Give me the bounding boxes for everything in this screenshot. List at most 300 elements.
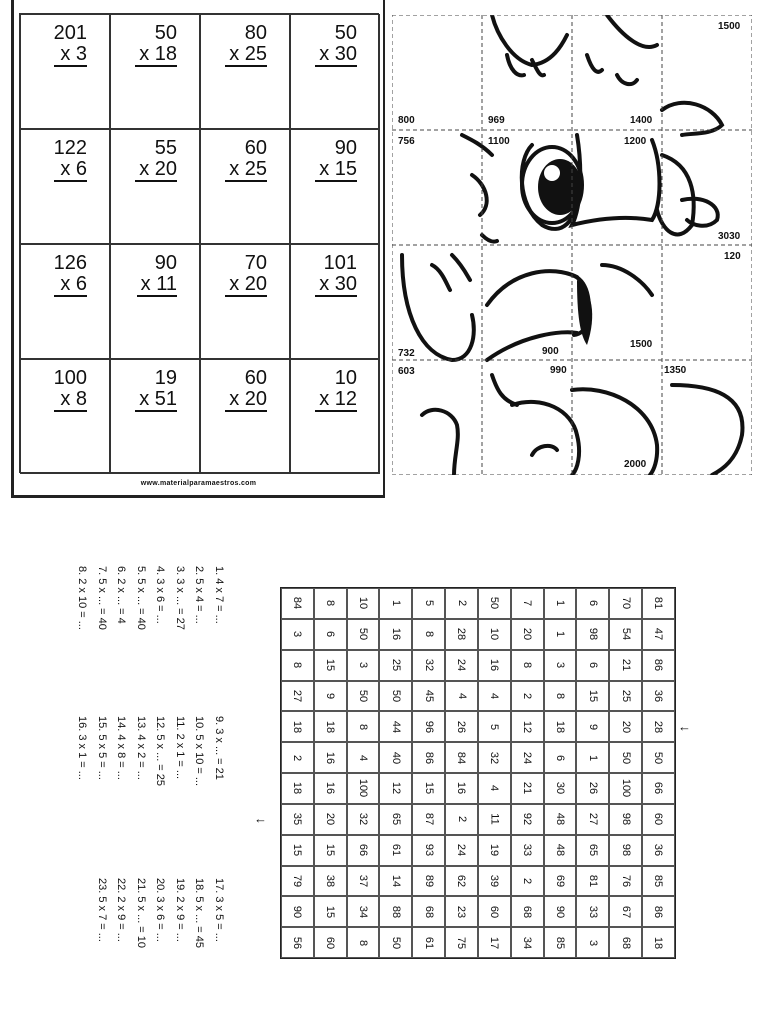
grid-cell <box>347 711 380 742</box>
puzzle-number: 756 <box>398 136 415 147</box>
grid-number: 48 <box>554 813 567 826</box>
grid-number: 4 <box>488 692 501 699</box>
problem-cell <box>110 129 200 244</box>
grid-cell <box>281 896 314 927</box>
grid-cell <box>412 866 445 897</box>
grid-number: 15 <box>586 689 599 703</box>
grid-cell <box>511 927 544 958</box>
grid-number: 61 <box>389 843 402 857</box>
puzzle-drawing <box>392 15 752 475</box>
grid-cell <box>347 835 380 866</box>
grid-cell <box>609 896 642 927</box>
grid-cell <box>511 804 544 835</box>
question-item: 20. 3 x 6 = ... <box>154 878 167 942</box>
grid-number: 4 <box>488 785 501 792</box>
grid-number: 15 <box>324 843 337 857</box>
grid-number: 67 <box>619 905 632 918</box>
grid-cell <box>412 619 445 650</box>
grid-number: 10 <box>488 628 501 641</box>
grid-number: 65 <box>586 843 599 857</box>
grid-number: 38 <box>324 874 337 888</box>
grid-cell <box>314 835 347 866</box>
grid-number: 1 <box>586 754 599 761</box>
grid-cell <box>379 866 412 897</box>
grid-number: 18 <box>324 720 337 733</box>
grid-number: 60 <box>652 813 665 826</box>
grid-cell <box>412 650 445 681</box>
grid-cell <box>511 681 544 712</box>
problem-cell <box>200 129 290 244</box>
puzzle-number: 1500 <box>630 339 653 350</box>
grid-number: 28 <box>455 628 468 641</box>
multiplication-problem <box>54 138 87 182</box>
grid-number: 23 <box>455 905 468 918</box>
grid-number: 100 <box>357 779 370 798</box>
grid-number: 20 <box>324 813 337 826</box>
grid-number: 33 <box>586 905 599 918</box>
grid-cell <box>445 588 478 619</box>
grid-number: 12 <box>389 782 402 795</box>
multiplier: x 20 <box>225 389 267 412</box>
grid-number: 32 <box>488 751 501 764</box>
grid-number: 19 <box>488 843 501 857</box>
problem-cell <box>110 14 200 129</box>
multiplier: x 51 <box>135 389 177 412</box>
grid-cell <box>281 773 314 804</box>
multiplicand: 126 <box>53 252 87 274</box>
grid-cell <box>576 866 609 897</box>
grid-number: 12 <box>521 720 534 733</box>
grid-number: 34 <box>357 905 370 918</box>
grid-number: 27 <box>586 813 599 826</box>
grid-number: 86 <box>652 658 665 672</box>
grid-cell <box>379 896 412 927</box>
multiplication-problem <box>137 253 177 297</box>
multiplier: x 30 <box>315 274 357 297</box>
problem-cell <box>200 359 290 474</box>
question-item: 16. 3 x 1 = ... <box>76 716 89 780</box>
multiplication-problem <box>54 253 87 297</box>
multiplicand: 90 <box>154 252 177 274</box>
question-item: 1. 4 x 7 = ... <box>213 566 225 624</box>
multiplication-problem <box>315 23 357 67</box>
question-item: 13. 4 x 2 = ... <box>135 716 147 780</box>
grid-number: 2 <box>521 877 534 884</box>
grid-cell <box>412 773 445 804</box>
grid-cell <box>642 742 675 773</box>
grid-cell <box>576 927 609 958</box>
grid-number: 8 <box>324 600 337 607</box>
grid-number: 21 <box>619 658 632 672</box>
grid-cell <box>609 835 642 866</box>
grid-number: 93 <box>422 843 435 857</box>
question-item: 8. 2 x 10 = ... <box>76 566 89 630</box>
multiplicand: 50 <box>154 22 177 44</box>
grid-number: 54 <box>619 628 632 641</box>
grid-number: 21 <box>521 782 534 795</box>
grid-cell <box>609 650 642 681</box>
grid-number: 48 <box>554 843 567 857</box>
grid-cell <box>347 650 380 681</box>
puzzle-number: 3030 <box>718 231 741 242</box>
grid-number: 90 <box>554 905 567 918</box>
grid-number: 40 <box>389 751 402 764</box>
grid-cell <box>478 588 511 619</box>
grid-number: 79 <box>291 874 304 888</box>
grid-number: 16 <box>455 782 468 795</box>
grid-number: 15 <box>291 843 304 857</box>
grid-number: 9 <box>586 723 599 730</box>
puzzle-number: 2000 <box>624 459 647 470</box>
grid-number: 28 <box>652 720 665 733</box>
question-item: 22. 2 x 9 = ... <box>115 878 128 942</box>
grid-cell <box>314 773 347 804</box>
question-item: 6. 2 x ... = 4 <box>115 566 128 624</box>
grid-cell <box>576 835 609 866</box>
grid-cell <box>412 681 445 712</box>
puzzle-number: 1100 <box>488 136 510 147</box>
grid-number: 66 <box>652 782 665 795</box>
grid-cell <box>576 650 609 681</box>
grid-number: 92 <box>521 813 534 826</box>
puzzle-number: 990 <box>550 365 567 376</box>
grid-number: 11 <box>488 813 501 825</box>
problem-cell <box>110 359 200 474</box>
grid-number: 45 <box>422 689 435 703</box>
grid-number: 2 <box>455 600 468 607</box>
grid-number: 3 <box>586 939 599 946</box>
problem-cell <box>290 14 380 129</box>
puzzle-number: 1350 <box>664 365 687 376</box>
grid-cell <box>642 588 675 619</box>
grid-number: 3 <box>554 662 567 669</box>
grid-number: 18 <box>291 782 304 795</box>
question-item: 23. 5 x 7 = ... <box>96 878 108 942</box>
grid-number: 50 <box>488 597 501 610</box>
multiplier: x 8 <box>54 389 87 412</box>
grid-cell <box>281 711 314 742</box>
grid-number: 2 <box>455 816 468 823</box>
multiplier: x 18 <box>135 44 177 67</box>
puzzle-number: 1200 <box>624 136 647 147</box>
grid-cell <box>445 711 478 742</box>
grid-cell <box>642 866 675 897</box>
grid-number: 50 <box>619 751 632 764</box>
puzzle-number: 732 <box>398 348 415 359</box>
puzzle-number: 603 <box>398 366 415 377</box>
grid-cell <box>511 866 544 897</box>
grid-number: 5 <box>488 723 501 730</box>
grid-number: 25 <box>619 689 632 703</box>
grid-number: 9 <box>324 692 337 699</box>
multiplicand: 10 <box>334 367 357 389</box>
grid-number: 27 <box>291 689 304 703</box>
grid-cell <box>347 896 380 927</box>
grid-number: 8 <box>521 662 534 669</box>
question-item: 3. 3 x ... = 27 <box>174 566 186 630</box>
grid-number: 20 <box>521 628 534 641</box>
grid-cell <box>544 711 577 742</box>
grid-cell <box>544 835 577 866</box>
problem-cell <box>290 359 380 474</box>
grid-cell <box>576 896 609 927</box>
grid-number: 65 <box>389 813 402 826</box>
grid-cell <box>314 804 347 835</box>
multiplier: x 12 <box>315 389 357 412</box>
grid-number: 6 <box>554 754 567 761</box>
grid-cell <box>544 804 577 835</box>
grid-cell <box>281 650 314 681</box>
grid-number: 20 <box>619 720 632 733</box>
questions-column-3 <box>92 878 229 948</box>
grid-cell <box>642 711 675 742</box>
grid-cell <box>609 711 642 742</box>
multiplicand: 60 <box>244 137 267 159</box>
grid-number: 85 <box>652 874 665 888</box>
grid-cell <box>544 927 577 958</box>
grid-cell <box>609 804 642 835</box>
grid-cell <box>314 650 347 681</box>
grid-number: 81 <box>586 874 599 888</box>
grid-cell <box>576 773 609 804</box>
grid-number: 37 <box>357 874 370 888</box>
grid-number: 35 <box>291 813 304 826</box>
grid-cell <box>544 896 577 927</box>
grid-cell <box>511 896 544 927</box>
question-item: 9. 3 x ... = 21 <box>213 716 225 780</box>
grid-number: 10 <box>357 597 370 610</box>
grid-cell <box>379 711 412 742</box>
multiplicand: 90 <box>334 137 357 159</box>
grid-number: 5 <box>422 600 435 607</box>
grid-cell <box>314 742 347 773</box>
grid-cell <box>576 742 609 773</box>
multiplication-problem <box>225 253 267 297</box>
multiplier: x 20 <box>225 274 267 297</box>
grid-cell <box>281 588 314 619</box>
question-item: 15. 5 x 5 = ... <box>96 716 108 780</box>
question-item: 11. 2 x 1 = ... <box>174 716 186 780</box>
grid-number: 81 <box>652 597 665 610</box>
grid-cell <box>511 742 544 773</box>
grid-number: 86 <box>652 905 665 918</box>
grid-number: 50 <box>357 628 370 641</box>
grid-number: 84 <box>291 597 304 610</box>
grid-cell <box>544 619 577 650</box>
grid-cell <box>379 773 412 804</box>
grid-number: 98 <box>619 843 632 857</box>
grid-number: 16 <box>488 658 501 672</box>
grid-number: 61 <box>422 936 435 949</box>
grid-number: 98 <box>619 813 632 826</box>
grid-number: 50 <box>389 936 402 949</box>
grid-cell <box>281 619 314 650</box>
multiplication-problem <box>225 23 267 67</box>
grid-number: 25 <box>389 658 402 672</box>
grid-cell <box>478 742 511 773</box>
grid-cell <box>511 619 544 650</box>
grid-cell <box>609 588 642 619</box>
multiplier: x 6 <box>54 159 87 182</box>
grid-cell <box>347 742 380 773</box>
multiplicand: 201 <box>53 22 87 44</box>
grid-cell <box>281 742 314 773</box>
grid-number: 60 <box>324 936 337 949</box>
grid-cell <box>544 650 577 681</box>
grid-number: 18 <box>652 936 665 949</box>
grid-cell <box>576 588 609 619</box>
grid-number: 88 <box>389 905 402 918</box>
grid-number: 85 <box>554 936 567 949</box>
grid-number: 47 <box>652 628 665 641</box>
grid-cell <box>642 804 675 835</box>
grid-cell <box>314 681 347 712</box>
grid-cell <box>609 927 642 958</box>
puzzle-number: 900 <box>542 346 559 357</box>
multiplicand: 55 <box>154 137 177 159</box>
grid-number: 32 <box>357 813 370 826</box>
grid-cell <box>445 773 478 804</box>
grid-number: 3 <box>291 631 304 638</box>
grid-cell <box>478 804 511 835</box>
grid-cell <box>576 711 609 742</box>
grid-cell <box>379 804 412 835</box>
multiplier: x 11 <box>137 274 177 297</box>
grid-number: 69 <box>554 874 567 888</box>
multiplicand: 60 <box>244 367 267 389</box>
questions-column-1 <box>72 566 228 630</box>
grid-number: 3 <box>357 662 370 669</box>
grid-cell <box>478 773 511 804</box>
grid-number: 1 <box>554 631 567 638</box>
grid-cell <box>544 681 577 712</box>
grid-number: 18 <box>554 720 567 733</box>
grid-cell <box>445 804 478 835</box>
grid-number: 39 <box>488 874 501 888</box>
multiplier: x 3 <box>54 44 87 67</box>
question-item: 5. 5 x ... = 40 <box>135 566 147 630</box>
grid-number: 6 <box>324 631 337 638</box>
grid-cell <box>412 711 445 742</box>
multiplier: x 15 <box>315 159 357 182</box>
grid-cell <box>478 927 511 958</box>
multiplier: x 25 <box>225 159 267 182</box>
grid-cell <box>347 927 380 958</box>
problem-cell <box>20 129 110 244</box>
question-item: 2. 5 x 4 = ... <box>193 566 206 624</box>
puzzle-number: 1500 <box>718 21 741 32</box>
grid-number: 44 <box>389 720 402 733</box>
multiplication-problem <box>225 368 267 412</box>
question-item: 12. 5 x ... = 25 <box>154 716 167 787</box>
grid-number: 8 <box>554 692 567 699</box>
grid-cell <box>609 773 642 804</box>
grid-number: 1 <box>389 600 402 607</box>
grid-number: 8 <box>357 723 370 730</box>
question-item: 18. 5 x ... = 45 <box>193 878 206 949</box>
grid-number: 75 <box>455 936 468 949</box>
grid-cell <box>379 835 412 866</box>
problem-cell <box>110 244 200 359</box>
grid-cell <box>642 835 675 866</box>
grid-cell <box>609 866 642 897</box>
grid-number: 4 <box>357 754 370 761</box>
grid-number: 6 <box>586 600 599 607</box>
multiplicand: 122 <box>53 137 87 159</box>
grid-cell <box>642 896 675 927</box>
grid-number: 26 <box>586 782 599 795</box>
grid-number: 84 <box>455 751 468 764</box>
grid-cell <box>379 650 412 681</box>
grid-cell <box>511 835 544 866</box>
grid-number: 36 <box>652 843 665 857</box>
multiplier: x 30 <box>315 44 357 67</box>
question-item: 21. 5 x ... = 10 <box>135 878 147 949</box>
grid-number: 8 <box>291 662 304 669</box>
grid-number: 24 <box>455 658 468 672</box>
grid-cell <box>445 927 478 958</box>
puzzle-number: 800 <box>398 115 415 126</box>
grid-cell <box>412 896 445 927</box>
arrow-left-icon: ← <box>678 719 691 734</box>
grid-number: 24 <box>455 843 468 857</box>
grid-number: 86 <box>422 751 435 764</box>
grid-number: 68 <box>619 936 632 949</box>
grid-cell <box>609 742 642 773</box>
grid-cell <box>347 866 380 897</box>
grid-number: 68 <box>422 905 435 918</box>
grid-cell <box>281 804 314 835</box>
grid-cell <box>642 773 675 804</box>
problem-cell <box>290 244 380 359</box>
grid-number: 98 <box>586 628 599 641</box>
grid-cell <box>445 650 478 681</box>
multiplicand: 19 <box>154 367 177 389</box>
question-item: 10. 5 x 10 = ... <box>193 716 206 787</box>
question-item: 17. 3 x 5 = ... <box>213 878 225 942</box>
grid-cell <box>379 619 412 650</box>
grid-cell <box>511 650 544 681</box>
number-grid <box>280 587 676 959</box>
problem-cell <box>200 14 290 129</box>
multiplication-problem <box>315 138 357 182</box>
grid-number: 50 <box>652 751 665 764</box>
grid-cell <box>642 650 675 681</box>
grid-cell <box>478 650 511 681</box>
puzzle-number: 1400 <box>630 115 653 126</box>
multiplicand: 101 <box>323 252 357 274</box>
grid-cell <box>478 711 511 742</box>
grid-number: 2 <box>291 754 304 761</box>
grid-cell <box>511 711 544 742</box>
grid-cell <box>478 835 511 866</box>
grid-cell <box>412 835 445 866</box>
grid-cell <box>445 866 478 897</box>
grid-number: 96 <box>422 720 435 733</box>
grid-cell <box>544 588 577 619</box>
grid-number: 76 <box>619 874 632 888</box>
grid-number: 36 <box>652 689 665 703</box>
grid-cell <box>544 866 577 897</box>
grid-cell <box>379 681 412 712</box>
grid-cell <box>609 681 642 712</box>
grid-number: 100 <box>619 779 632 798</box>
multiplication-problem <box>54 23 87 67</box>
problem-cell <box>20 244 110 359</box>
grid-cell <box>314 927 347 958</box>
grid-number: 15 <box>324 905 337 918</box>
grid-number: 50 <box>389 689 402 703</box>
